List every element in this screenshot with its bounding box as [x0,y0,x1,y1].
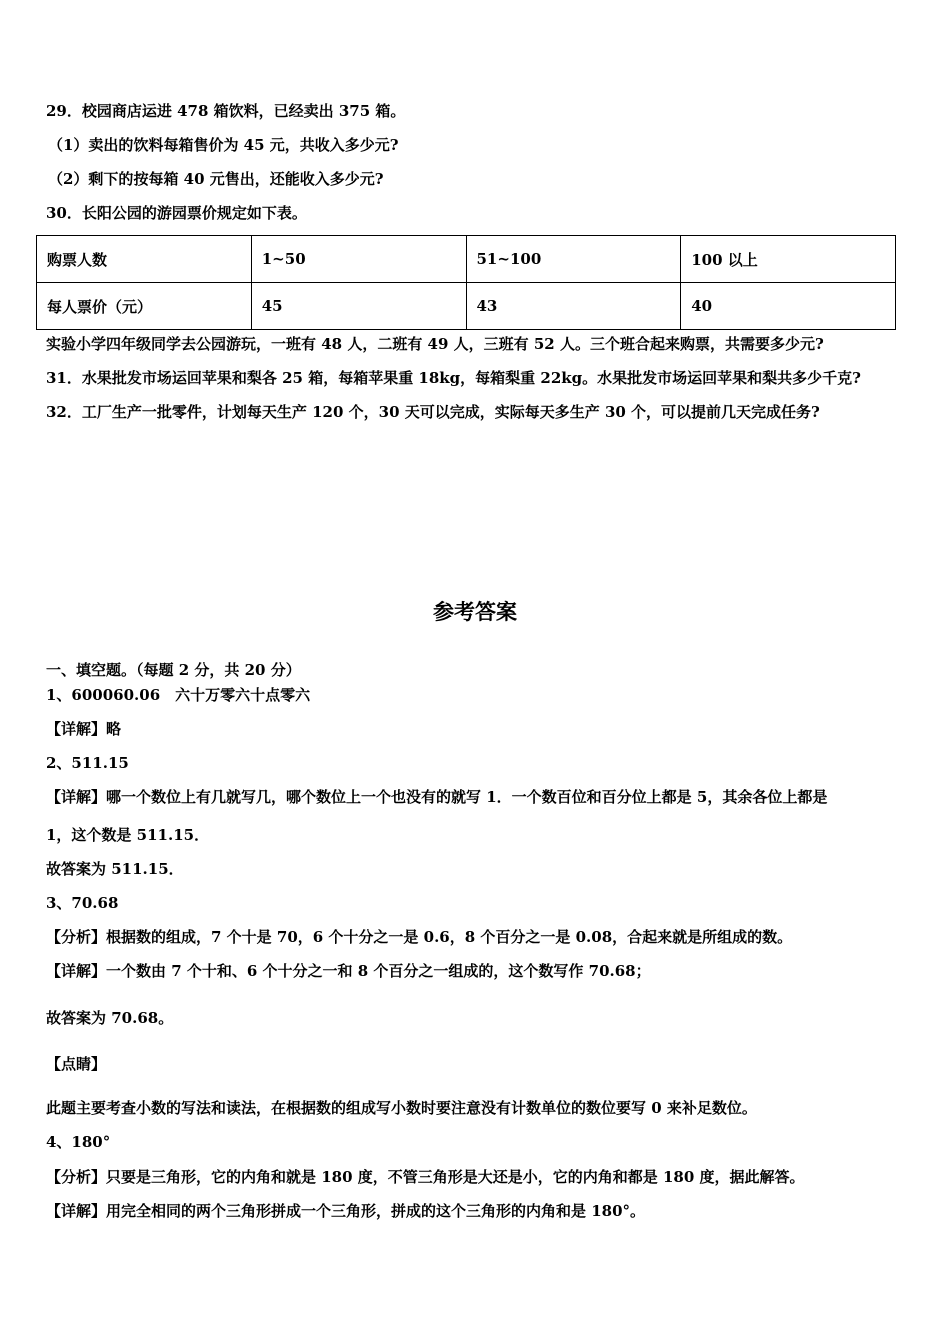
section-heading: 一、填空题。（每题 2 分，共 20 分） [46,661,301,679]
answer-4: 4、180° [46,1133,111,1151]
answer-1-detail: 【详解】略 [46,720,122,738]
question-30-text: 实验小学四年级同学去公园游玩，一班有 48 人，二班有 49 人，三班有 52 人。三个班合起来购票，共需要多少元? [46,335,824,353]
answer-3: 3、70.68 [46,894,119,912]
table-cell: 100 以上 [681,236,896,283]
table-cell: 40 [681,283,896,330]
table-cell: 购票人数 [37,236,252,283]
answer-2-conclusion: 故答案为 511.15． [46,860,184,878]
question-29-part-1: （1）卖出的饮料每箱售价为 45 元，共收入多少元? [48,136,399,154]
answer-4-detail: 【详解】用完全相同的两个三角形拼成一个三角形，拼成的这个三角形的内角和是 180°。 [46,1202,646,1220]
question-32: 32．工厂生产一批零件，计划每天生产 120 个，30 天可以完成，实际每天多生产 30 个，可以提前几天完成任务? [46,403,820,421]
table-cell: 45 [251,283,466,330]
answer-3-conclusion: 故答案为 70.68。 [46,1009,174,1027]
question-30: 30．长阳公园的游园票价规定如下表。 [46,204,307,222]
answer-3-analysis: 【分析】根据数的组成，7 个十是 70，6 个十分之一是 0.6，8 个百分之一是 0.08，合起来就是所组成的数。 [46,928,793,946]
answer-2-detail-cont: 1，这个数是 511.15． [46,826,210,844]
question-31: 31．水果批发市场运回苹果和梨各 25 箱，每箱苹果重 18kg，每箱梨重 22kg。水果批发市场运回苹果和梨共多少千克? [46,369,861,387]
answer-3-point: 此题主要考查小数的写法和读法，在根据数的组成写小数时要注意没有计数单位的数位要写 0 来补足数位。 [46,1099,757,1117]
question-29-part-2: （2）剩下的按每箱 40 元售出，还能收入多少元? [48,170,384,188]
table-cell: 每人票价（元） [37,283,252,330]
answer-2-detail: 【详解】哪一个数位上有几就写几，哪个数位上一个也没有的就写 1．一个数百位和百分位上都是 5，其余各位上都是 [46,788,828,806]
answer-2: 2、511.15 [46,754,129,772]
ticket-price-table [36,235,896,330]
question-29: 29．校园商店运进 478 箱饮料，已经卖出 375 箱。 [46,102,406,120]
table-cell: 43 [466,283,681,330]
table-row [37,236,896,283]
answer-4-analysis: 【分析】只要是三角形，它的内角和就是 180 度，不管三角形是大还是小，它的内角和都是 180 度，据此解答。 [46,1168,805,1186]
table-cell: 51~100 [466,236,681,283]
answer-1: 1、600060.06 六十万零六十点零六 [46,686,311,704]
answer-3-point-label: 【点睛】 [46,1055,107,1073]
answers-title: 参考答案 [433,599,517,624]
table-cell: 1~50 [251,236,466,283]
table-row [37,283,896,330]
answer-3-detail: 【详解】一个数由 7 个十和、6 个十分之一和 8 个百分之一组成的，这个数写作 70.68； [46,962,651,980]
